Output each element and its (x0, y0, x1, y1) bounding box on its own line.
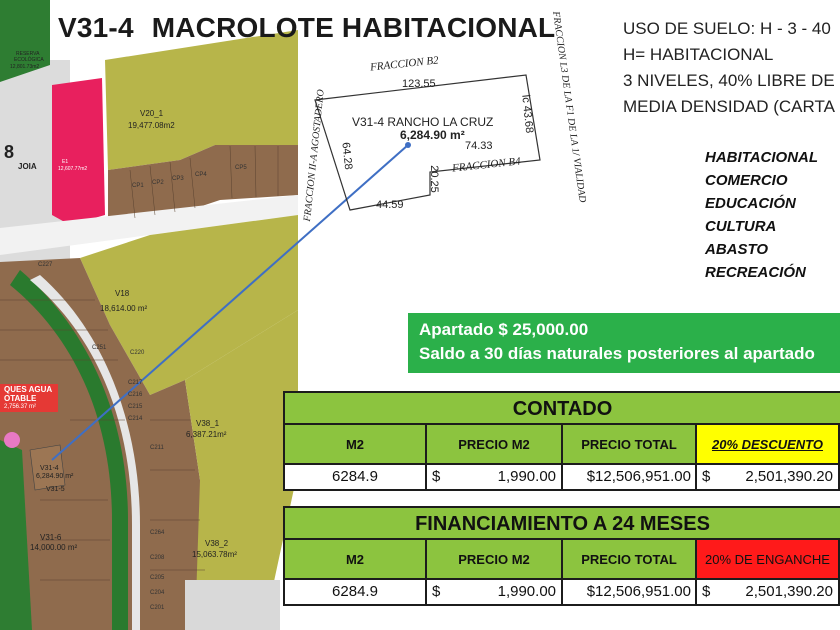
dim-inner-horizontal: 74.33 (465, 140, 493, 152)
permitted-uses-list (705, 146, 818, 284)
currency-symbol: $ (702, 583, 711, 600)
column-header-discount (697, 425, 840, 465)
table-header-row (283, 425, 840, 465)
v20-label: V20_1 (140, 109, 164, 118)
v20-area-label: 19,477.08m2 (128, 121, 175, 130)
column-header: PRECIO TOTAL (563, 540, 697, 580)
dim-top: 123.55 (402, 78, 436, 90)
v31-4-label: V31-4 (40, 465, 59, 472)
lot-label: C214 (128, 416, 143, 422)
tank-area-label: 2,756.37 m² (4, 404, 37, 410)
v31-6-label: V31-6 (40, 533, 62, 542)
zoning-line: 3 NIVELES, 40% LIBRE DE (623, 71, 835, 90)
cell-total: $12,506,951.00 (563, 465, 697, 491)
lot-label: C204 (150, 590, 165, 596)
dim-bottom: 44.59 (376, 199, 404, 211)
tank-label: QUES AGUA (4, 385, 53, 394)
zoning-line: USO DE SUELO: H - 3 - 40 (623, 19, 831, 38)
currency-symbol: $ (432, 583, 441, 600)
use-item: EDUCACIÓN (705, 195, 796, 212)
table-title: FINANCIAMIENTO A 24 MESES (283, 506, 840, 540)
boundary-west: FRACCION II-A AGOSTADERO (301, 88, 327, 223)
booking-terms: Saldo a 30 días naturales posteriores al apartado (419, 344, 815, 363)
block-8-label: 8 (4, 142, 15, 162)
cell-m2: 6284.9 (285, 465, 427, 491)
e1-label: E1 (62, 159, 69, 165)
lot-label: C208 (150, 555, 165, 561)
lot-label: CP1 (132, 183, 144, 189)
lot-label: CP4 (195, 172, 207, 178)
zoning-line: H= HABITACIONAL (623, 45, 774, 64)
column-header: PRECIO M2 (427, 540, 563, 580)
v31-6-area-label: 14,000.00 m² (30, 543, 78, 552)
e1-area-label: 12,607.77m2 (58, 166, 88, 172)
v38-1-label: V38_1 (196, 419, 220, 428)
lot-label: C217 (128, 380, 143, 386)
lot-label: C227 (38, 262, 53, 268)
plot-area: 6,284.90 m² (400, 128, 465, 142)
v31-4-area-label: 6,284.90 m² (36, 473, 74, 480)
dim-right: lc 43.68 (519, 94, 536, 134)
lot-label: C215 (128, 404, 143, 410)
cell-down-payment (697, 580, 840, 606)
boundary-south: FRACCION B4 (451, 155, 522, 175)
price-m2-value: 1,990.00 (497, 468, 556, 485)
use-item: CULTURA (705, 218, 777, 235)
lot-label: CP2 (152, 180, 164, 186)
price-m2-value: 1,990.00 (497, 583, 556, 600)
location-marker (4, 432, 20, 448)
lot-label: C220 (130, 350, 145, 356)
v38-2-label: V38_2 (205, 539, 229, 548)
column-header: PRECIO M2 (427, 425, 563, 465)
column-header: M2 (285, 425, 427, 465)
cell-discount (697, 465, 840, 491)
cell-m2: 6284.9 (285, 580, 427, 606)
currency-symbol: $ (702, 468, 711, 485)
lot-label: C251 (92, 345, 107, 351)
column-header: PRECIO TOTAL (563, 425, 697, 465)
lot-label: C205 (150, 575, 165, 581)
block-8-sub-label: JOIA (18, 162, 37, 171)
cell-price-m2 (427, 580, 563, 606)
down-payment-value: 2,501,390.20 (745, 583, 833, 600)
cash-price-table (283, 391, 840, 491)
urban-block-bottom (185, 580, 280, 630)
discount-value: 2,501,390.20 (745, 468, 833, 485)
v18-label: V18 (115, 289, 130, 298)
pointer-dot (405, 142, 411, 148)
lot-label: C211 (150, 445, 164, 451)
column-header-down-payment: 20% DE ENGANCHE (697, 540, 840, 580)
table-row (283, 465, 840, 491)
lot-type: MACROLOTE HABITACIONAL (151, 12, 556, 43)
boundary-north: FRACCION B2 (369, 54, 440, 74)
booking-amount: Apartado $ 25,000.00 (419, 320, 589, 339)
column-header: M2 (285, 540, 427, 580)
use-item: HABITACIONAL (705, 149, 819, 166)
plot-name: V31-4 RANCHO LA CRUZ (352, 115, 494, 129)
use-item: ABASTO (705, 241, 769, 258)
lot-label: CP3 (172, 176, 184, 182)
use-item: RECREACIÓN (705, 264, 806, 281)
v31-5-label: V31-5 (46, 486, 65, 493)
use-item: COMERCIO (705, 172, 788, 189)
cell-price-m2 (427, 465, 563, 491)
tank-label-2: OTABLE (4, 394, 37, 403)
reserve-area-label: 12,801.73m2 (10, 64, 40, 70)
page-title (58, 12, 555, 44)
dim-left: 64.28 (339, 141, 355, 171)
table-header-row (283, 540, 840, 580)
currency-symbol: $ (432, 468, 441, 485)
booking-banner (408, 313, 840, 373)
reserve-label: RESERVA (16, 51, 40, 57)
block-e1 (52, 78, 105, 225)
lot-label: CP5 (235, 165, 247, 171)
column-header-text: 20% DESCUENTO (711, 436, 823, 452)
boundary-east: FRACCION L3 DE LA F1 DE LA 1/ VIALIDAD (550, 10, 588, 204)
zoning-info (623, 16, 840, 120)
v18-area-label: 18,614.00 m² (100, 304, 148, 313)
table-title: CONTADO (283, 391, 840, 425)
financing-price-table (283, 506, 840, 606)
lot-label: C264 (150, 530, 165, 536)
lot-label: C201 (150, 605, 165, 611)
lot-code: V31-4 (58, 12, 134, 43)
v38-2-area-label: 15,063.78m² (192, 550, 237, 559)
table-row (283, 580, 840, 606)
cell-total: $12,506,951.00 (563, 580, 697, 606)
zoning-line: MEDIA DENSIDAD (CARTA (623, 97, 835, 116)
v38-1-area-label: 6,387.21m² (186, 430, 227, 439)
lot-label: C216 (128, 392, 143, 398)
reserve-label-2: ECOLÓGICA (14, 57, 44, 63)
dim-inner-vertical: 20.25 (427, 165, 440, 193)
